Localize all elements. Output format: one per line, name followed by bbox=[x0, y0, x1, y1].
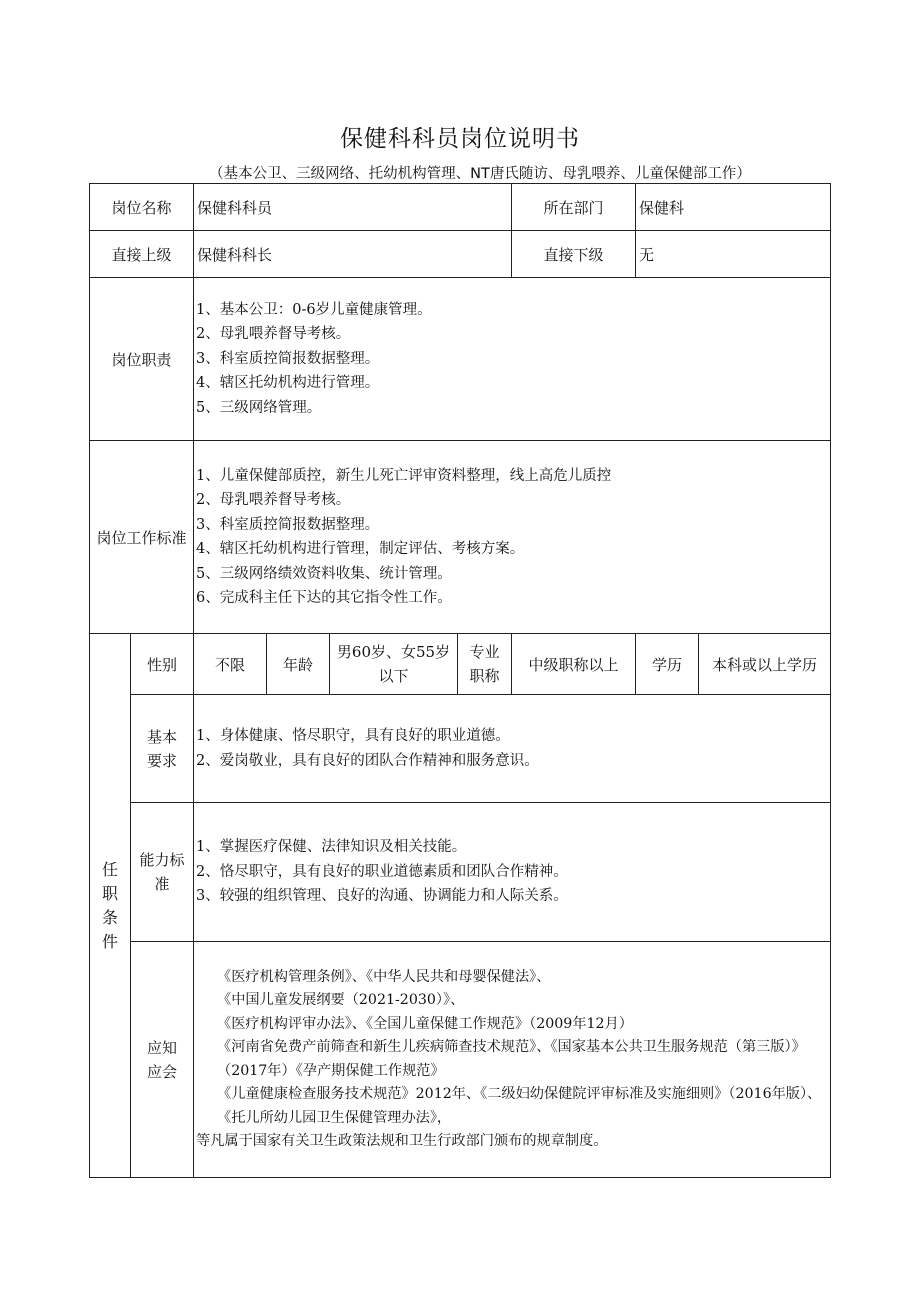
table-row bbox=[90, 634, 831, 695]
list-item: 1、儿童保健部质控，新生儿死亡评审资料整理，线上高危儿质控 bbox=[196, 467, 612, 484]
list-item: 2、恪尽职守，具有良好的职业道德素质和团队合作精神。 bbox=[196, 863, 568, 880]
education-label: 学历 bbox=[636, 634, 699, 695]
basic-requirements-label: 基本 要求 bbox=[131, 695, 194, 803]
table-row bbox=[90, 695, 831, 803]
list-item: 3、科室质控简报数据整理。 bbox=[196, 350, 380, 367]
list-item: 2、母乳喂养督导考核。 bbox=[196, 492, 351, 508]
required-knowledge-list bbox=[194, 942, 831, 1178]
department-label: 所在部门 bbox=[512, 184, 636, 231]
list-item: 3、较强的组织管理、良好的沟通、协调能力和人际关系。 bbox=[196, 888, 568, 905]
table-row bbox=[90, 184, 831, 231]
document-title: 保健科科员岗位说明书 bbox=[340, 126, 580, 152]
list-item: 1、掌握医疗保健、法律知识及相关技能。 bbox=[196, 839, 467, 856]
professional-title-value: 中级职称以上 bbox=[512, 634, 636, 695]
list-item: 等凡属于国家有关卫生政策法规和卫生行政部门颁布的规章制度。 bbox=[196, 1133, 608, 1149]
professional-title-label: 专业 职称 bbox=[458, 634, 512, 695]
qualifications-label: 任 职 条 件 bbox=[90, 634, 131, 1178]
standards-list bbox=[194, 441, 831, 634]
list-item: 3、科室质控简报数据整理。 bbox=[196, 516, 380, 533]
superior-label: 直接上级 bbox=[90, 231, 194, 278]
department-value: 保健科 bbox=[636, 184, 831, 231]
duties-list bbox=[194, 278, 831, 441]
duties-label: 岗位职责 bbox=[90, 278, 194, 441]
list-item: 5、三级网络管理。 bbox=[196, 399, 322, 416]
list-item: 5、三级网络绩效资料收集、统计管理。 bbox=[196, 565, 452, 582]
list-item: 1、基本公卫：0-6岁儿童健康管理。 bbox=[196, 301, 432, 318]
basic-requirements-list bbox=[194, 695, 831, 803]
list-item: 《儿童健康检查服务技术规范》2012年、《二级妇幼保健院评审标准及实施细则》（2016年版）、《托儿所幼儿园卫生保健管理办法》， bbox=[217, 1086, 822, 1126]
superior-value: 保健科科长 bbox=[194, 231, 512, 278]
gender-label: 性别 bbox=[131, 634, 194, 695]
table-row bbox=[90, 942, 831, 1178]
education-value: 本科或以上学历 bbox=[699, 634, 831, 695]
list-item: 4、辖区托幼机构进行管理，制定评估、考核方案。 bbox=[196, 541, 525, 557]
standards-label: 岗位工作标准 bbox=[90, 441, 194, 634]
table-row bbox=[90, 278, 831, 441]
list-item: 《中国儿童发展纲要（2021-2030）》、 bbox=[217, 992, 465, 1008]
document-subtitle: （基本公卫、三级网络、托幼机构管理、NT唐氏随访、母乳喂养、儿童保健部工作） bbox=[209, 166, 751, 182]
list-item: 《医疗机构评审办法》、《全国儿童保健工作规范》（2009年12月） bbox=[217, 1015, 633, 1032]
ability-standards-label: 能力标 准 bbox=[131, 803, 194, 942]
age-label: 年龄 bbox=[267, 634, 330, 695]
job-description-table bbox=[89, 183, 831, 1178]
subordinate-value: 无 bbox=[636, 231, 831, 278]
ability-standards-list bbox=[194, 803, 831, 942]
age-value: 男60岁、女55岁 以下 bbox=[330, 634, 458, 695]
required-knowledge-label: 应知 应会 bbox=[131, 942, 194, 1178]
list-item: 1、身体健康、恪尽职守，具有良好的职业道德。 bbox=[196, 728, 510, 744]
table-row bbox=[90, 441, 831, 634]
table-row bbox=[90, 231, 831, 278]
list-item: 6、完成科主任下达的其它指令性工作。 bbox=[196, 590, 452, 606]
position-name-label: 岗位名称 bbox=[90, 184, 194, 231]
list-item: 4、辖区托幼机构进行管理。 bbox=[196, 375, 380, 392]
table-row bbox=[90, 803, 831, 942]
subordinate-label: 直接下级 bbox=[512, 231, 636, 278]
list-item: 《河南省免费产前筛查和新生儿疾病筛查技术规范》、《国家基本公共卫生服务规范（第三版）》（2017年）《孕产期保健工作规范》 bbox=[217, 1039, 806, 1079]
gender-value: 不限 bbox=[194, 634, 267, 695]
position-name-value: 保健科科员 bbox=[194, 184, 512, 231]
list-item: 2、爱岗敬业，具有良好的团队合作精神和服务意识。 bbox=[196, 752, 539, 769]
list-item: 2、母乳喂养督导考核。 bbox=[196, 326, 351, 343]
list-item: 《医疗机构管理条例》、《中华人民共和母婴保健法》、 bbox=[217, 968, 551, 985]
